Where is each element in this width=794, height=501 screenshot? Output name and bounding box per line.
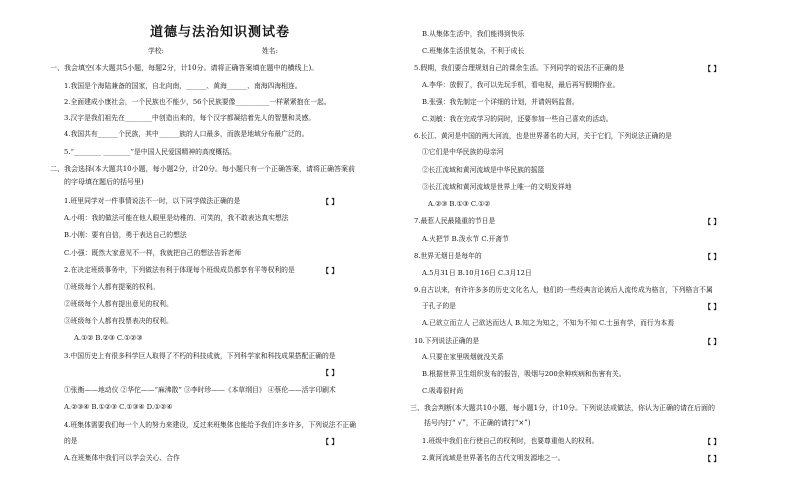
choice-q4-cont: 的是 [64,437,78,445]
choice-q5-option-c: C.刘敏：我在完成学习的同时，还要参加一些自己喜欢的活动。 [422,115,613,123]
fill-q4: 4.我国共有______个民族，其中______族的人口最多，而族是地域分布最广泛的。 [64,130,309,138]
answer-bracket[interactable]: 【 】 [704,454,721,463]
choice-q9-options: A.已欲立而立人 己欲达而达人 B.知之为知之，不知为不知 C.士虽有学，而行为本焉 [422,319,675,327]
choice-q6: 6.长江、黄河是中国的两大河流，也是世界著名的大河，关于它们，下列说法正确的是 [414,132,672,140]
answer-bracket[interactable]: 【 】 [322,437,339,446]
judge-q2: 2.黄河流域是世界著名的古代文明发源地之一。 [422,454,565,462]
choice-q6-item-3: ③长江流域和黄河流域是世界上唯一的文明发祥地 [422,183,572,191]
choice-q2-item-2: ②班级每个人都有提出意见的权利。 [64,300,173,308]
section-2-header-cont: 的字母填在题后的括号里) [64,178,144,186]
choice-q10-option-a: A.只要在家里吸烟就没关系 [422,353,504,361]
judge-q1: 1.班级中我们在行使自己的权利时，也要尊重他人的权利。 [422,437,599,445]
choice-q2-options: A.①② B.②③ C.①②③ [74,334,143,342]
choice-q4-option-b: B.从集体生活中，我们能得到快乐 [422,30,525,38]
answer-bracket[interactable]: 【 】 [322,197,339,206]
choice-q9-cont: 于孔子的是 [422,302,456,310]
answer-bracket[interactable]: 【 】 [704,64,721,73]
choice-q5-option-a: A.李华：放假了，我可以先玩手机，看电视，最后再写假期作业。 [422,81,620,89]
choice-q1-option-c: C.小强：既然大家意见不一样，我就把自己的想法告诉老师 [64,249,242,257]
choice-q2-item-1: ①班级每个人都有提案的权利。 [64,283,160,291]
choice-q10-option-c: C.吸毒很时尚 [422,387,464,395]
answer-bracket[interactable]: 【 】 [322,266,339,275]
choice-q1-option-a: A.小明：我的做法可能在他人眼里是幼稚的、可笑的，我不敢表达真实想法 [64,214,289,222]
choice-q8-options: A.5月31日 B.10月16日 C.3月12日 [422,269,532,277]
choice-q4-option-c: C.班集体生活很复杂，不利于成长 [422,47,525,55]
choice-q1: 1.班里同学对一件事情说法不一时，以下同学做法正确的是 [64,197,241,205]
fill-q3: 3.汉字是我们祖先在________中创造出来的，每个汉字都凝结着先人的智慧和灵感。 [64,114,316,122]
choice-q10: 10.下列说法正确的是 [414,337,480,345]
section-3-header-cont: 括号内打“ √”，不正确的请打“×”) [424,419,531,427]
choice-q4-option-a: A.在班集体中我们可以学会关心、合作 [64,454,180,462]
exam-title: 道德与法治知识测试卷 [150,25,291,40]
choice-q1-option-b: B.小刚：要有自信，勇于表达自己的想法 [64,231,187,239]
fill-q5: 5.“________ ________”是中国人民爱国精神的高度概括。 [64,148,236,156]
choice-q5-option-b: B.张强：我先制定一个详细的计划，并请妈妈监督。 [422,98,579,106]
choice-q8: 8.世界无烟日是每年的 [414,252,482,260]
choice-q3-options: A.②③④ B.①②③ C.①③④ D.①②④ [64,403,173,411]
name-label: 姓名: [262,47,278,55]
choice-q6-item-2: ②长江流域和黄河流域是中华民族的摇篮 [422,166,545,174]
choice-q3-items: ①张衡——地动仪 ②华佗——“麻沸散” ③李时珍——《本草纲目》 ④蔡伦——活字印刷术 [64,386,336,394]
answer-bracket[interactable]: 【 】 [704,252,721,261]
answer-bracket[interactable]: 【 】 [704,217,721,226]
section-2-header: 二、我会选择(本大题共10小题，每小题2分，计20分。每小题只有一个正确答案，请将正确答案前 [50,165,355,173]
answer-bracket[interactable]: 【 】 [704,437,721,446]
choice-q9: 9.自古以来，有许许多多的历史文化名人，他们的一些经典言论被后人流传成为格言，下列格言不属 [414,286,713,294]
choice-q2: 2.在决定班级事务中，下列做法有利于体现每个班级成员都享有平等权利的是 [64,266,295,274]
school-label: 学校: [148,47,164,55]
fill-q2: 2.全面建成小康社会，一个民族也不能少，56个民族要像__________一样紧紧抱在一起。 [64,98,331,106]
choice-q7-options: A.火把节 B.泼水节 C.开斋节 [422,235,509,243]
choice-q2-item-3: ③班级每个人都有投票表决的权利。 [64,317,173,325]
answer-bracket[interactable]: 【 】 [704,302,721,311]
section-3-header: 三、我会判断(本大题共10小题，每小题1分，计10分。下列说法或做法，你认为正确的请在后面的 [410,404,715,412]
choice-q3: 3.中国历史上有很多科学巨人取得了不朽的科技成就，下列科学家和科技成果搭配正确的是 [64,352,336,360]
answer-bracket[interactable]: 【 】 [322,368,339,377]
choice-q7: 7.最惹人民最隆重的节日是 [414,217,496,225]
section-1-header: 一、我会填空(本大题共5小题，每题2分，计10分。请将正确答案填在题中的横线上)。 [50,64,319,72]
choice-q6-options: A.②③ B.①③ C.①② [428,200,491,208]
choice-q4: 4.班集体需要我们每一个人的努力来建设，反过来班集体也能给予我们许多许多，下列说法不正确 [64,421,356,429]
fill-q1: 1.我国是个海陆兼备的国家，自北向南，______、黄海______、南海四海相连。 [64,82,302,90]
choice-q5: 5.假期，我们要合理规划自己的课余生活。下列同学的说法不正确的是 [414,64,625,72]
choice-q10-option-b: B.根据世界卫生组织发布的报告，吸烟与200余种疾病和伤害有关。 [422,370,626,378]
answer-bracket[interactable]: 【 】 [704,337,721,346]
choice-q6-item-1: ①它们是中华民族的母亲河 [422,148,504,156]
